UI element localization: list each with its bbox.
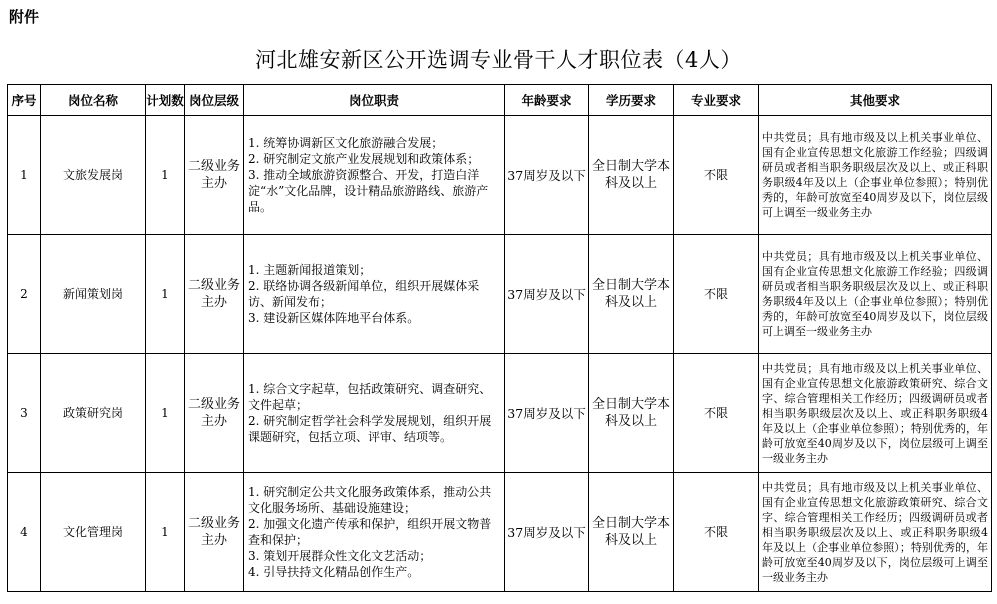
row-duties: [244, 116, 505, 235]
row-level: 二级业务主办: [185, 473, 244, 592]
row-no: 4: [8, 473, 41, 592]
row-plan: 1: [146, 116, 185, 235]
duty-item: 3. 策划开展群众性文化文艺活动；: [248, 549, 432, 563]
table-row: [8, 116, 992, 235]
table-row: [8, 235, 992, 354]
row-duties: [244, 235, 505, 354]
row-age: 37周岁及以下: [505, 354, 589, 473]
row-major: 不限: [674, 473, 759, 592]
header-plan: 计划数: [146, 85, 185, 116]
row-education: 全日制大学本科及以上: [589, 473, 674, 592]
duty-item: 1. 研究制定公共文化服务政策体系，推动公共文化服务场所、基础设施建设；: [248, 485, 492, 515]
row-no: 2: [8, 235, 41, 354]
row-duties: [244, 354, 505, 473]
header-education: 学历要求: [589, 85, 674, 116]
header-duties: 岗位职责: [244, 85, 505, 116]
duty-item: 3. 推动全域旅游资源整合、开发，打造白洋淀“水”文化品牌，设计精品旅游路线、旅游产品。: [248, 168, 489, 214]
duty-item: 1. 主题新闻报道策划；: [248, 263, 372, 277]
row-other: 中共党员；具有地市级及以上机关事业单位、国有企业宣传思想文化旅游工作经验；四级调研员或者相当职务职级层次及以上、或正科职务职级4年及以上（企事业单位参照）；特别优秀的，年龄可放宽至40周岁及以下，岗位层级可上调至一级业务主办: [759, 116, 992, 235]
row-level: 二级业务主办: [185, 354, 244, 473]
header-other: 其他要求: [759, 85, 992, 116]
row-duties: [244, 473, 505, 592]
duty-item: 1. 综合文字起草，包括政策研究、调查研究、文件起草；: [248, 382, 492, 412]
table-row: [8, 354, 992, 473]
row-education: 全日制大学本科及以上: [589, 116, 674, 235]
row-age: 37周岁及以下: [505, 235, 589, 354]
row-level: 二级业务主办: [185, 235, 244, 354]
row-position-name: 政策研究岗: [41, 354, 146, 473]
duty-item: 2. 联络协调各级新闻单位，组织开展媒体采访、新闻发布；: [248, 279, 480, 309]
header-name: 岗位名称: [41, 85, 146, 116]
table-row: [8, 473, 992, 592]
row-level: 二级业务主办: [185, 116, 244, 235]
row-other: 中共党员；具有地市级及以上机关事业单位、国有企业宣传思想文化旅游政策研究、综合文字、综合管理相关工作经历；四级调研员或者相当职务职级层次及以上、或正科职务职级4年及以上（企事业单位参照）；特别优秀的，年龄可放宽至40周岁及以下，岗位层级可上调至一级业务主办: [759, 473, 992, 592]
row-education: 全日制大学本科及以上: [589, 235, 674, 354]
page-title: 河北雄安新区公开选调专业骨干人才职位表（4人）: [255, 48, 742, 72]
row-no: 3: [8, 354, 41, 473]
row-age: 37周岁及以下: [505, 473, 589, 592]
header-age: 年龄要求: [505, 85, 589, 116]
duty-item: 4. 引导扶持文化精品创作生产。: [248, 565, 420, 579]
position-table: [7, 84, 992, 592]
duty-item: 1. 统筹协调新区文化旅游融合发展；: [248, 136, 444, 150]
attachment-label: 附件: [9, 8, 40, 26]
row-position-name: 文旅发展岗: [41, 116, 146, 235]
row-other: 中共党员；具有地市级及以上机关事业单位、国有企业宣传思想文化旅游工作经验；四级调研员或者相当职务职级层次及以上、或正科职务职级4年及以上（企事业单位参照）；特别优秀的，年龄可放宽至40周岁及以下，岗位层级可上调至一级业务主办: [759, 235, 992, 354]
row-plan: 1: [146, 235, 185, 354]
duty-item: 3. 建设新区媒体阵地平台体系。: [248, 311, 420, 325]
row-position-name: 文化管理岗: [41, 473, 146, 592]
row-plan: 1: [146, 354, 185, 473]
row-major: 不限: [674, 354, 759, 473]
header-level: 岗位层级: [185, 85, 244, 116]
row-plan: 1: [146, 473, 185, 592]
row-education: 全日制大学本科及以上: [589, 354, 674, 473]
duty-item: 2. 加强文化遗产传承和保护，组织开展文物普查和保护；: [248, 517, 492, 547]
duty-item: 2. 研究制定文旅产业发展规划和政策体系；: [248, 152, 480, 166]
duty-item: 2. 研究制定哲学社会科学发展规划，组织开展课题研究，包括立项、评审、结项等。: [248, 414, 492, 444]
row-no: 1: [8, 116, 41, 235]
table-header-row: [8, 85, 992, 116]
row-major: 不限: [674, 235, 759, 354]
row-position-name: 新闻策划岗: [41, 235, 146, 354]
row-other: 中共党员；具有地市级及以上机关事业单位、国有企业宣传思想文化旅游政策研究、综合文字、综合管理相关工作经历；四级调研员或者相当职务职级层次及以上、或正科职务职级4年及以上（企事业单位参照）；特别优秀的，年龄可放宽至40周岁及以下，岗位层级可上调至一级业务主办: [759, 354, 992, 473]
header-major: 专业要求: [674, 85, 759, 116]
row-major: 不限: [674, 116, 759, 235]
header-no: 序号: [8, 85, 41, 116]
row-age: 37周岁及以下: [505, 116, 589, 235]
